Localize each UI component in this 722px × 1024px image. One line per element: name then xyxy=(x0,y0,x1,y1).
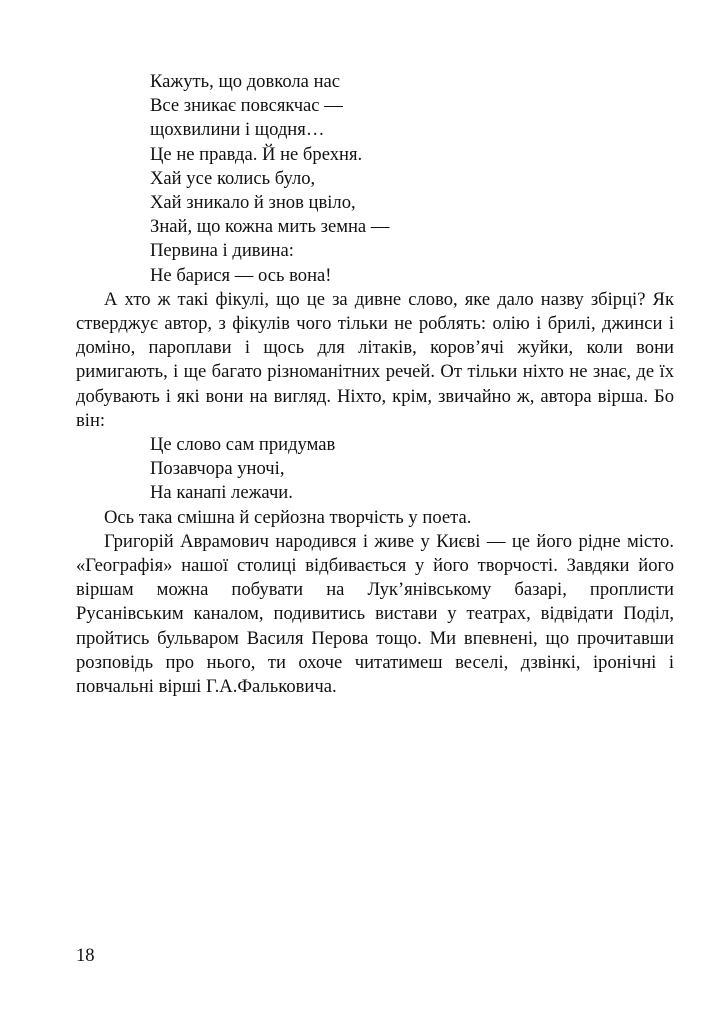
paragraph-creativity: Ось така смішна й серйозна творчість у поета. xyxy=(104,506,472,528)
verse-line: Знай, що кожна мить земна — xyxy=(150,216,390,238)
verse-block-1 xyxy=(76,70,674,288)
verse-line: Все зникає повсякчас — xyxy=(150,95,343,117)
verse-block-2 xyxy=(76,433,674,506)
page-number: 18 xyxy=(76,945,95,966)
verse-line: Хай зникало й знов цвіло, xyxy=(150,192,356,214)
verse-line: Первина і дивина: xyxy=(150,240,294,262)
verse-line: Кажуть, що довкола нас xyxy=(150,71,341,92)
page-body xyxy=(76,70,674,699)
paragraph-biography: Григорій Аврамович народився і живе у Києві — це його рідне місто. «Географія» нашої столиці відбивається у його творчості. Завдяки його віршам можна побувати на Лук’янівському базарі, проплисти Русанівським каналом, подивитись вистави у театрах, відвідати Поділ, пройтись бульваром Василя Перова тощо. Ми впевнені, що прочитавши розповідь про нього, ти охоче читатимеш веселі, дзвінкі, іронічні і повчальні вірші Г.А.Фальковича. xyxy=(76,530,674,698)
verse-line: щохвилини і щодня… xyxy=(150,119,325,141)
verse-line: Хай усе колись було, xyxy=(150,167,316,189)
paragraph-fikuli: А хто ж такі фікулі, що це за дивне слово, яке дало назву збірці? Як стверджує автор, з фікулів чого тільки не роблять: олію і брилі, джинси і доміно, пароплави і щось для літаків, коров’ячі жуйки, коли вони римигають, і ще багато різноманітних речей. От тільки ніхто не знає, де їх добувають і які вони на вигляд. Ніхто, крім, звичайно ж, автора вірша. Бо він: xyxy=(76,288,674,431)
verse-line: На канапі лежачи. xyxy=(150,482,293,504)
verse-line: Це не правда. Й не брехня. xyxy=(150,143,363,165)
verse-line: Не барися — ось вона! xyxy=(150,264,332,286)
verse-line: Це слово сам придумав xyxy=(150,434,336,456)
verse-line: Позавчора уночі, xyxy=(150,458,285,480)
